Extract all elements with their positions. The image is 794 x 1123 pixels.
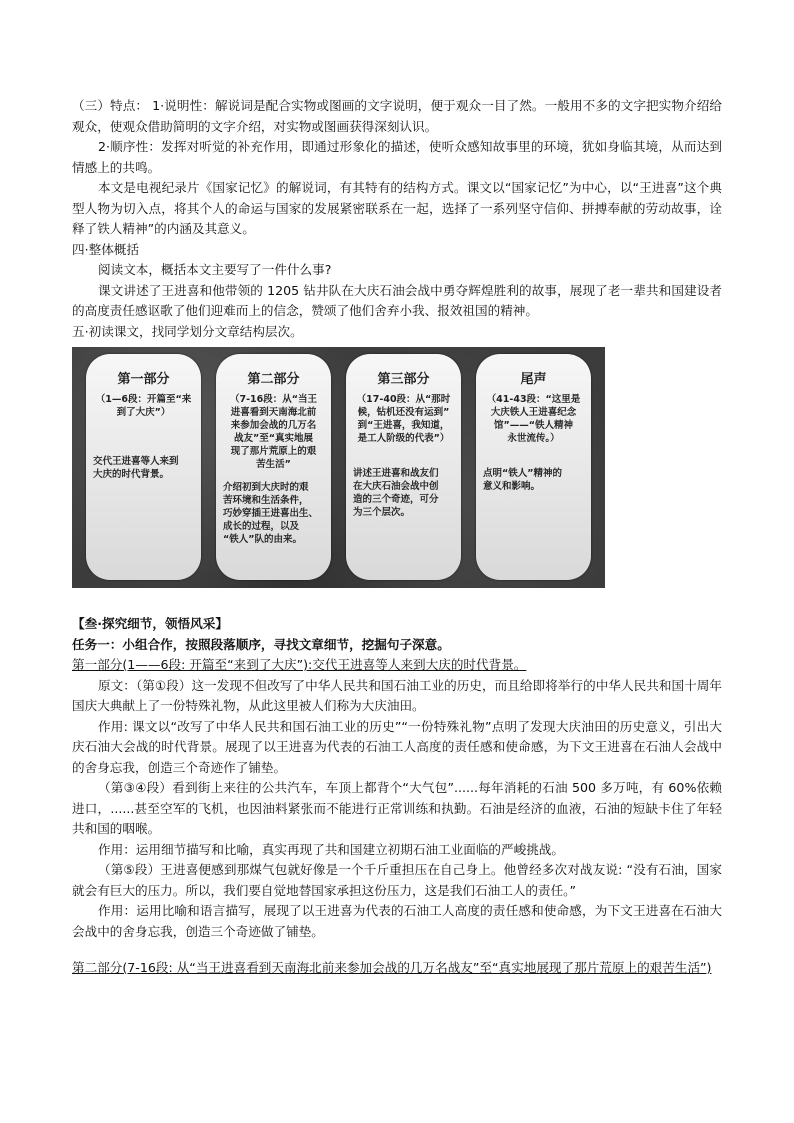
part-1-heading: 第一部分(1——6段: 开篇至“来到了大庆”):交代王进喜等人来到大庆的时代背景。 [72, 657, 527, 672]
structure-card-epilogue [476, 354, 591, 580]
task-heading: 任务一：小组合作，按照段落顺序，寻找文章细节，挖掘句子深意。 [72, 636, 450, 652]
original-text-paragraph: 原文：（第①段）这一发现不但改写了中华人民共和国石油工业的历史，而且给即将举行的中华人民共和国十周年国庆大典献上了一份特殊礼物，从此这里被人们称为大庆油田。 [72, 677, 722, 713]
card-range: （7-16段：从“当王 进喜看到天南海北前 来参加会战的几万名 战友”至“真实地展 现了那片荒原上的艰 苦生活” [229, 394, 318, 470]
question-paragraph: 阅读文本，概括本文主要写了一件什么事? [98, 262, 332, 277]
function-paragraph-2: 作用：运用细节描写和比喻，真实再现了共和国建立初期石油工业面临的严峻挑战。 [98, 841, 564, 857]
card-title: 第一部分 [117, 372, 170, 387]
structure-card-part-1 [86, 354, 201, 580]
section-heading-4: 四·整体概括 [72, 241, 139, 257]
structure-card-part-2 [216, 354, 331, 580]
feature-paragraph-2: 2·顺序性：发挥对听觉的补充作用，即通过形象化的描述，使听众感知故事里的环境，犹如身临其境，从而达到情感上的共鸣。 [72, 139, 722, 175]
card-range: （41-43段：“这里是 大庆铁人王进喜纪念 馆”——“铁人精神 永世流传。） [486, 394, 581, 444]
section-heading-explore: 【叁·探究细节，领悟风采】 [72, 616, 228, 631]
function-paragraph-3: 作用：运用比喻和语言描写，展现了以王进喜为代表的石油工人高度的责任感和使命感，为下文王进喜在石油大会战中的舍身忘我，创造三个奇迹做了铺垫。 [72, 903, 722, 939]
card-title: 第三部分 [377, 372, 430, 387]
summary-paragraph: 课文讲述了王进喜和他带领的 1205 钻井队在大庆石油会战中勇夺辉煌胜利的故事，展现了老一辈共和国建设者的高度责任感讴歌了他们迎难而上的信念，赞颂了他们舍弃小我、报效祖国的精神。 [72, 282, 722, 318]
card-title: 尾声 [520, 372, 547, 387]
section-heading-5: 五·初读课文，找同学划分文章结构层次。 [72, 323, 303, 339]
part-2-heading: 第二部分(7-16段: 从“当王进喜看到天南海北前来参加会战的几万名战友”至“真实地展现了那片荒原上的艰苦生活”) [72, 960, 712, 975]
card-description: 交代王进喜等人来到 大庆的时代背景。 [93, 456, 179, 480]
structure-paragraph: 本文是电视纪录片《国家记忆》的解说词，有其特有的结构方式。课文以“国家记忆”为中心，以“王进喜”这个典型人物为切入点，将其个人的命运与国家的发展紧密联系在一起，选择了一系列坚守信仰、拼搏奉献的劳动故事，诠释了铁人精神”的内涵及其意义。 [72, 180, 722, 236]
card-description: 点明“铁人”精神的 意义和影响。 [483, 468, 562, 492]
card-range: （1—6段：开篇至“来 到了大庆”） [95, 394, 192, 418]
document-page [72, 96, 722, 979]
function-paragraph-1: 作用: 课文以“改写了中华人民共和国石油工业的历史”“一份特殊礼物”点明了发现大庆油田的历史意义，引出大庆石油大会战的时代背景。展现了以王进喜为代表的石油工人高度的责任感和使命感，为下文王进喜在石油人会战中的舍身忘我，创造三个奇迹作了铺垫。 [72, 718, 722, 775]
feature-paragraph-1: （三）特点： 1·说明性：解说词是配合实物或图画的文字说明，便于观众一目了然。一般用不多的文字把实物介绍给观众，使观众借助简明的文字介绍，对实物或图画获得深刻认识。 [72, 98, 722, 134]
card-description: 介绍初到大庆时的艰 苦环境和生活条件， 巧妙穿插王进喜出生、 成长的过程，以及 “铁人”队的由来。 [223, 482, 319, 545]
card-title: 第二部分 [247, 372, 300, 387]
card-description: 讲述王进喜和战友们 在大庆石油会战中创 造的三个奇迹，可分 为三个层次。 [353, 468, 439, 518]
structure-diagram [72, 347, 605, 588]
card-range: （17-40段：从“那时 候，钻机还没有运到” 到“王进喜，我知道， 是工人阶级的代表”） [356, 394, 451, 444]
excerpt-paragraph-2: （第③④段）看到街上来往的公共汽车，车顶上都背个“大气包”......每年消耗的石油 500 多万吨，有 60%依赖进口，......甚至空军的飞机，也因油料紧张而不能进行正常训练和执勤。石油是经济的血液，石油的短缺卡住了年轻共和国的咽喉。 [72, 780, 722, 836]
structure-card-part-3 [346, 354, 461, 580]
excerpt-paragraph-3: （第⑤段）王进喜便感到那煤气包就好像是一个千斤重担压在自己身上。他曾经多次对战友说: “没有石油，国家就会有巨大的压力。所以，我们要自觉地替国家承担这份压力，这是我们石油工人的责任。” [72, 862, 722, 898]
